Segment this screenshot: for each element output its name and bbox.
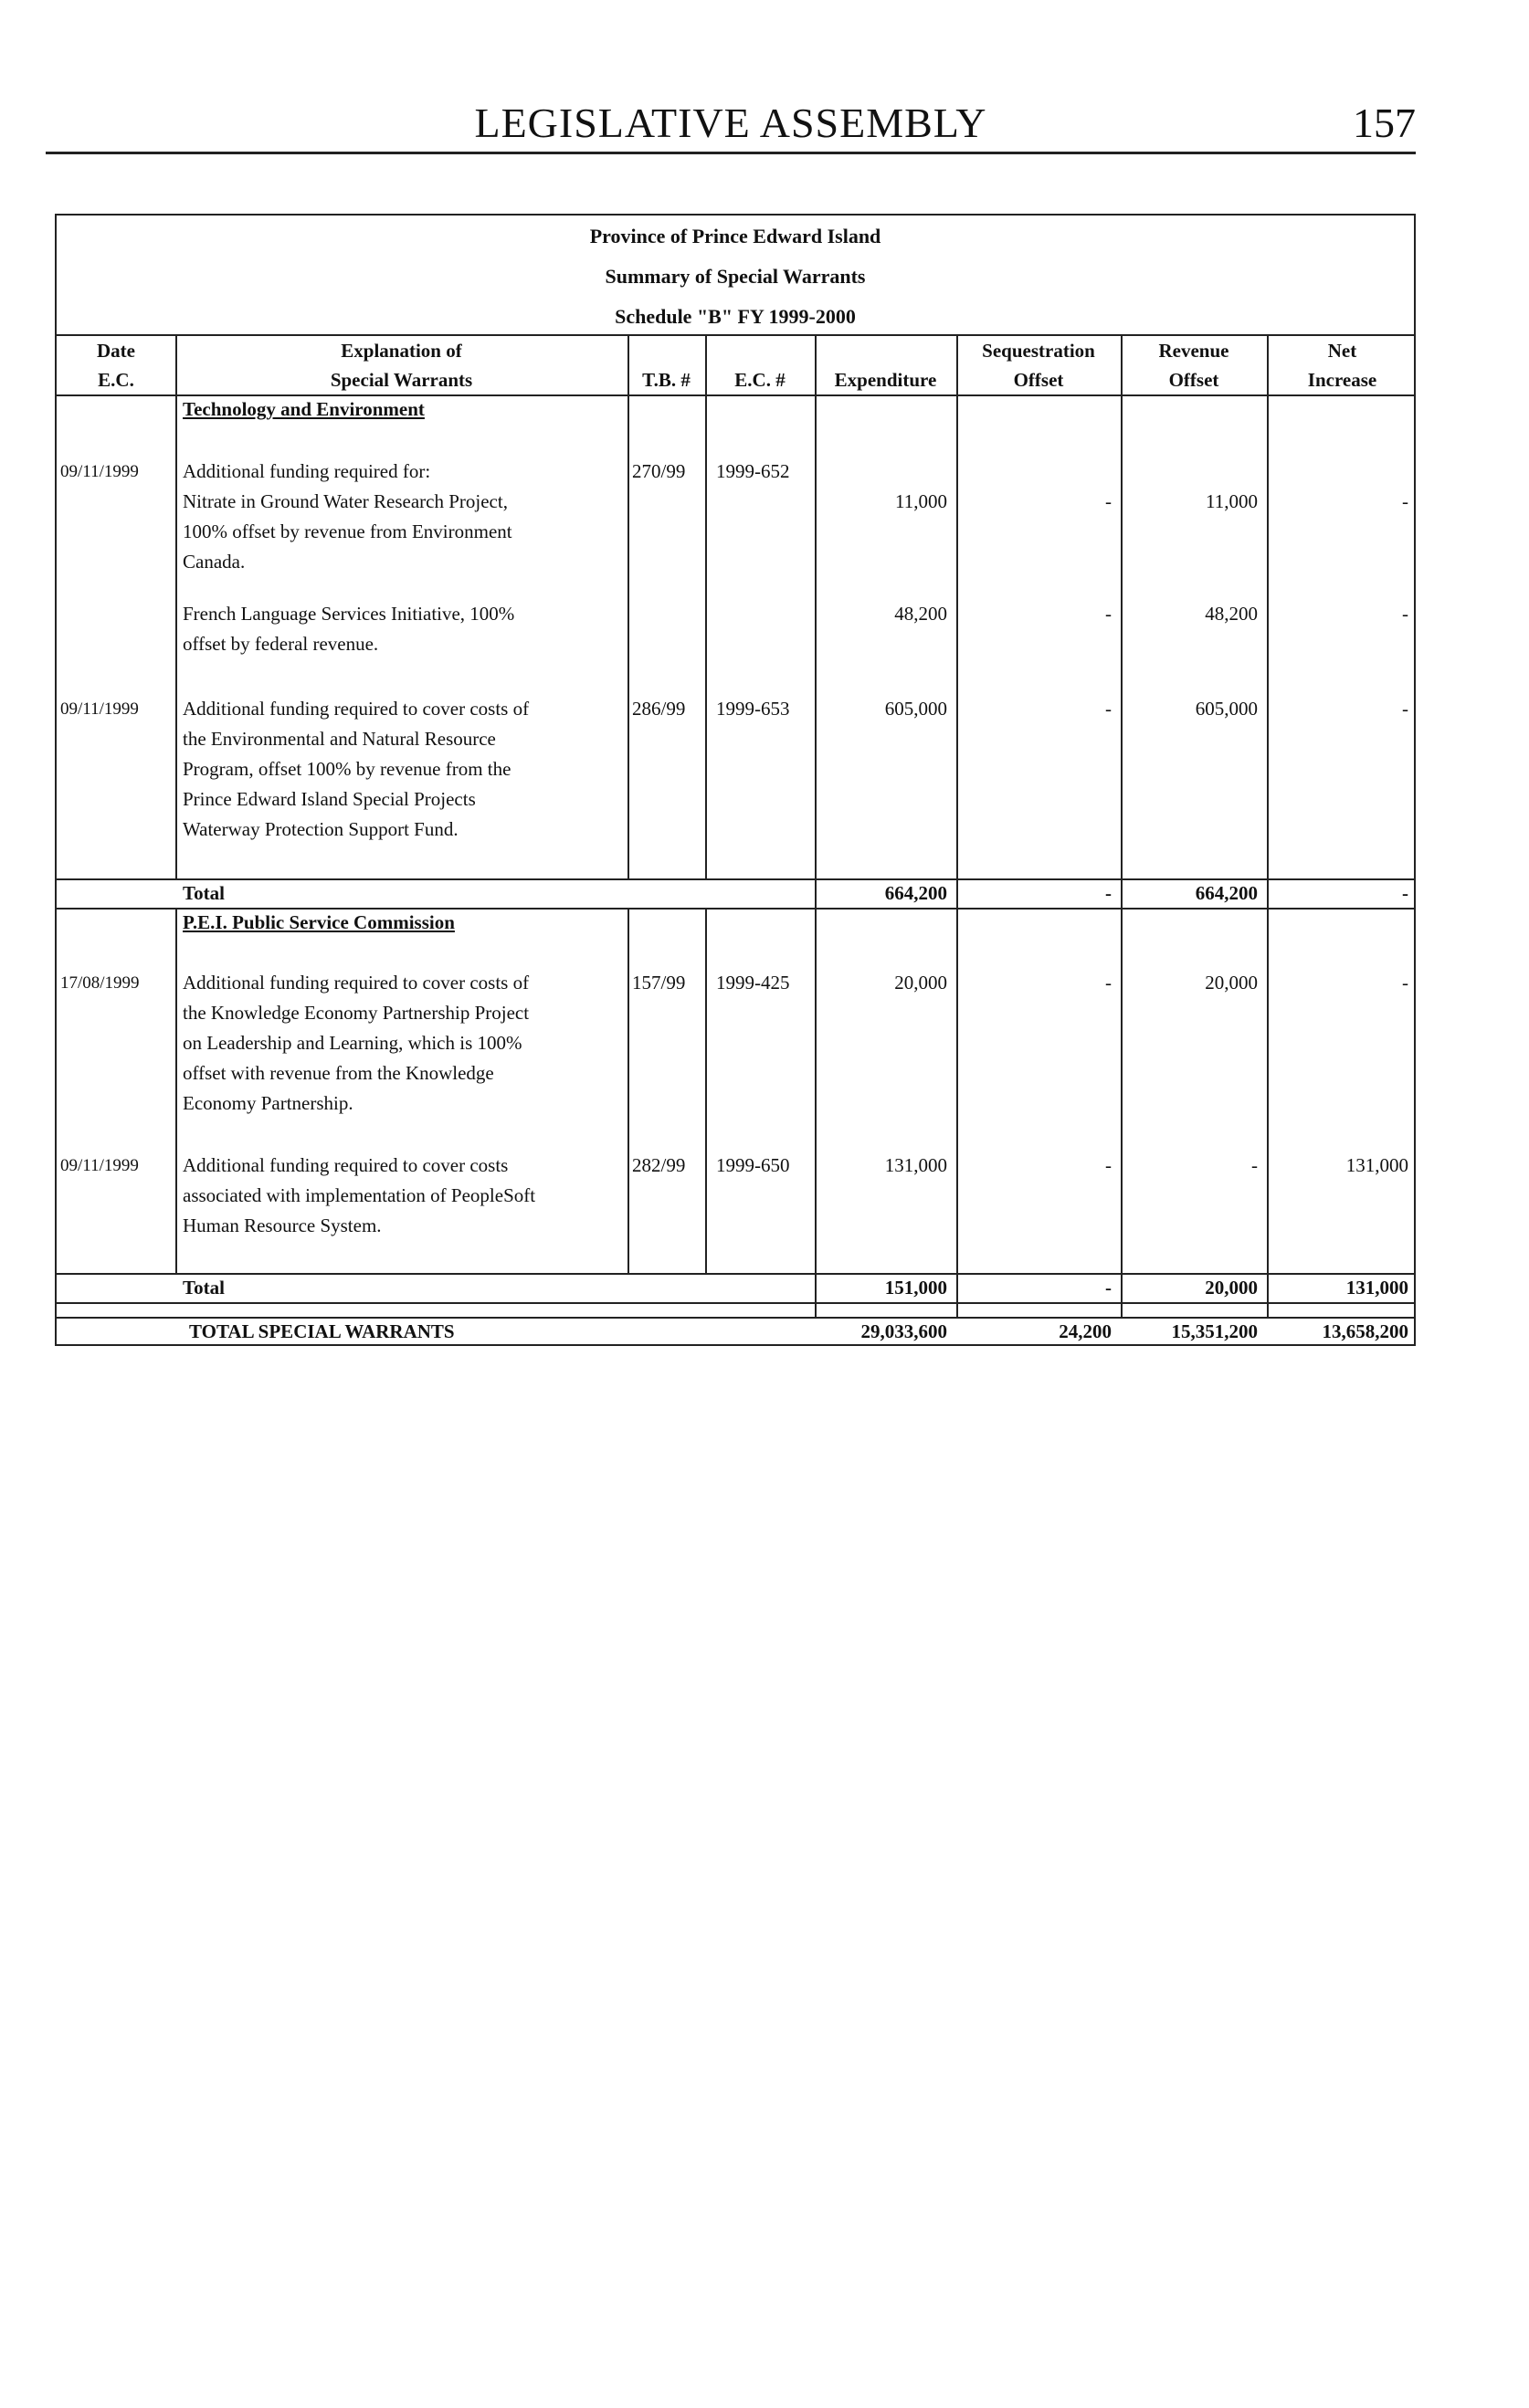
col-header-date: Date E.C. [97, 340, 135, 391]
col-header-revenue: Revenue Offset [1158, 340, 1229, 391]
row-explanation: Additional funding required to cover costs of [183, 972, 530, 994]
vrule-date [175, 334, 177, 878]
row-net: - [1402, 698, 1408, 720]
table-titles [57, 216, 1414, 334]
table-title-summary: Summary of Special Warrants [605, 265, 866, 288]
total-label: Total [183, 882, 225, 904]
row-net: - [1402, 972, 1408, 994]
row-sequestration: - [1105, 698, 1112, 720]
row-net: - [1402, 603, 1408, 625]
total-revenue: 20,000 [1205, 1277, 1258, 1299]
row-explanation: the Knowledge Economy Partnership Project [183, 1002, 530, 1024]
row-date: 09/11/1999 [60, 1156, 139, 1175]
row-explanation: Prince Edward Island Special Projects [183, 788, 476, 810]
total-sequestration: - [1105, 1277, 1112, 1299]
row-expenditure: 605,000 [884, 698, 947, 720]
row-explanation: Additional funding required for: [183, 460, 431, 482]
row-revenue: - [1251, 1154, 1258, 1176]
page-number: 157 [1353, 100, 1416, 146]
col-header-ec: E.C. # [734, 369, 786, 391]
row-explanation: Economy Partnership. [183, 1092, 353, 1114]
row-explanation: Program, offset 100% by revenue from the [183, 758, 511, 780]
row-explanation: Human Resource System. [183, 1215, 382, 1236]
special-warrants-table [55, 214, 1416, 1346]
row-explanation: associated with implementation of PeopleSoft [183, 1184, 536, 1206]
col-header-expenditure: Expenditure [834, 369, 937, 391]
col-header-sequestration: Sequestration Offset [982, 340, 1095, 391]
grand-total-sequestration: 24,200 [1059, 1320, 1112, 1342]
total-expenditure: 664,200 [884, 882, 947, 904]
row-expenditure: 48,200 [894, 603, 947, 625]
row-expenditure: 11,000 [895, 490, 947, 512]
row-explanation: 100% offset by revenue from Environment [183, 521, 512, 542]
row-explanation: Canada. [183, 551, 246, 573]
section-heading: Technology and Environment [183, 398, 425, 420]
row-explanation: offset by federal revenue. [183, 633, 379, 655]
row-net: 131,000 [1345, 1154, 1408, 1176]
row-revenue: 11,000 [1206, 490, 1258, 512]
row-revenue: 48,200 [1205, 603, 1258, 625]
row-ec: 1999-425 [716, 972, 790, 994]
row-sequestration: - [1105, 490, 1112, 512]
row-tb: 282/99 [632, 1154, 686, 1176]
row-tb: 286/99 [632, 698, 686, 720]
running-head: LEGISLATIVE ASSEMBLY [474, 100, 987, 146]
row-date: 17/08/1999 [60, 973, 140, 993]
row-explanation: French Language Services Initiative, 100% [183, 603, 515, 625]
grand-total-expenditure: 29,033,600 [860, 1320, 947, 1342]
grand-total-label: TOTAL SPECIAL WARRANTS [189, 1320, 455, 1342]
row-expenditure: 131,000 [884, 1154, 947, 1176]
section-heading: P.E.I. Public Service Commission [183, 911, 455, 933]
row-sequestration: - [1105, 603, 1112, 625]
total-sequestration: - [1105, 882, 1112, 904]
row-ec: 1999-652 [716, 460, 790, 482]
row-expenditure: 20,000 [894, 972, 947, 994]
row-date: 09/11/1999 [60, 699, 139, 719]
row-explanation: offset with revenue from the Knowledge [183, 1062, 494, 1084]
total-expenditure: 151,000 [884, 1277, 947, 1299]
col-header-net: Net Increase [1307, 340, 1377, 391]
row-explanation: Additional funding required to cover costs of [183, 698, 530, 720]
row-date: 09/11/1999 [60, 462, 139, 481]
total-net: 131,000 [1345, 1277, 1408, 1299]
table-title-province: Province of Prince Edward Island [589, 225, 881, 247]
grand-total-revenue: 15,351,200 [1171, 1320, 1258, 1342]
row-ec: 1999-653 [716, 698, 790, 720]
row-revenue: 20,000 [1205, 972, 1258, 994]
row-tb: 270/99 [632, 460, 686, 482]
total-revenue: 664,200 [1195, 882, 1258, 904]
row-tb: 157/99 [632, 972, 686, 994]
row-ec: 1999-650 [716, 1154, 790, 1176]
vrule-explanation [627, 334, 629, 878]
row-revenue: 605,000 [1195, 698, 1258, 720]
row-explanation: the Environmental and Natural Resource [183, 728, 496, 750]
total-label: Total [183, 1277, 225, 1299]
total-net: - [1402, 882, 1408, 904]
page-header [46, 99, 1416, 154]
row-net: - [1402, 490, 1408, 512]
grand-total-net: 13,658,200 [1322, 1320, 1408, 1342]
col-header-tb: T.B. # [642, 369, 691, 391]
row-explanation: Waterway Protection Support Fund. [183, 818, 459, 840]
vrule-tb [705, 334, 707, 878]
table-title-schedule: Schedule "B" FY 1999-2000 [615, 305, 856, 328]
row-sequestration: - [1105, 1154, 1112, 1176]
col-header-explanation: Explanation of Special Warrants [330, 340, 473, 391]
row-explanation: Additional funding required to cover costs [183, 1154, 509, 1176]
row-explanation: Nitrate in Ground Water Research Project, [183, 490, 508, 512]
row-sequestration: - [1105, 972, 1112, 994]
row-explanation: on Leadership and Learning, which is 100% [183, 1032, 522, 1054]
